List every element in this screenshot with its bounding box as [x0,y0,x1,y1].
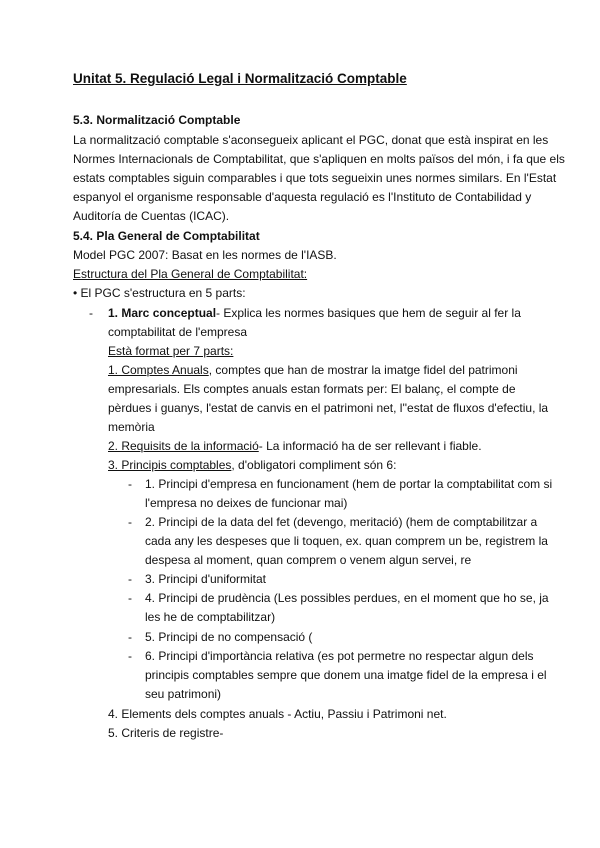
part-1-line4: memòria [108,420,155,434]
marc-conceptual-label: 1. Marc conceptual [108,306,217,320]
dash-marker: - [128,649,132,663]
part-2-line [108,437,482,455]
marc-conceptual-line [108,304,521,322]
dash-marker: - [128,515,132,529]
part-1-line2: empresarials. Els comptes anuals estan formats per: El balanç, el compte de [108,382,516,396]
page-title: Unitat 5. Regulació Legal i Normalització Comptable [73,71,407,86]
marc-conceptual-line2: comptabilitat de l'empresa [108,325,248,339]
marc-conceptual-text: - Explica les normes basiques que hem de seguir al fer la [216,306,521,320]
principi-line: les he de comptabilitzar) [145,610,276,624]
paragraph-line: espanyol el organisme responsable d'aquesta regulació es l'Instituto de Contabilidad y [73,190,532,204]
model-line: Model PGC 2007: Basat en les normes de l'IASB. [73,248,337,262]
section-heading-5-3: 5.3. Normalització Comptable [73,113,241,127]
paragraph-line: La normalització comptable s'aconsegueix aplicant el PGC, donat que està inspirat en les [73,133,549,147]
part-3-line [108,456,396,474]
principi-line: principis comptables sempre que donem una imatge fidel de la empresa i el [145,668,547,682]
dash-marker: - [128,572,132,586]
dash-marker: - [128,630,132,644]
format-heading: Està format per 7 parts: [108,344,234,358]
dash-marker: - [128,477,132,491]
part-4-line: 4. Elements dels comptes anuals - Actiu, Passiu i Patrimoni net. [108,707,447,721]
principi-line: 3. Principi d'uniformitat [145,572,267,586]
principi-line: 4. Principi de prudència (Les possibles perdues, en el moment que ho se, ja [145,591,549,605]
principi-line: 1. Principi d'empresa en funcionament (hem de portar la comptabilitat com si [145,477,553,491]
principi-line: 5. Principi de no compensació ( [145,630,313,644]
part-2-label: 2. Requisits de la informació [108,439,259,453]
part-3-text: , d'obligatori compliment són 6: [231,458,397,472]
paragraph-line: estats comptables siguin comparables i que tots segueixin unes normes similars. En l'Estat [73,171,557,185]
section-heading-5-4: 5.4. Pla General de Comptabilitat [73,229,260,243]
estructura-heading: Estructura del Pla General de Comptabilitat: [73,267,308,281]
part-1-text: , comptes que han de mostrar la imatge fidel del patrimoni [208,363,518,377]
part-1-line3: pèrdues i guanys, l'estat de canvis en el patrimoni net, l''estat de fluxos d'efectiu, la [108,401,549,415]
principi-line: 6. Principi d'importància relativa (es pot permetre no respectar algun dels [145,649,534,663]
part-5-line: 5. Criteris de registre- [108,726,224,740]
part-1-line [108,361,518,379]
dash-marker: - [128,591,132,605]
part-3-label: 3. Principis comptables [108,458,232,472]
paragraph-line: Auditoría de Cuentas (ICAC). [73,209,230,223]
principi-line: cada any les despeses que li toquen, ex. quan comprem un be, registrem la [145,534,548,548]
paragraph-line: Normes Internacionals de Comptabilitat, que s'apliquen en molts països del món, i fa que els [73,152,565,166]
part-2-text: - La informació ha de ser rellevant i fiable. [258,439,482,453]
principi-line: l'empresa no deixes de funcionar mai) [145,496,348,510]
principi-line: 2. Principi de la data del fet (devengo, meritació) (hem de comptabilitzar a [145,515,538,529]
principi-line: seu patrimoni) [145,687,222,701]
part-1-label: 1. Comptes Anuals [108,363,209,377]
dash-marker: - [89,306,93,320]
bullet-item: • El PGC s'estructura en 5 parts: [73,286,246,300]
principi-line: despesa al moment, quan comprem o venem algun servei, re [145,553,472,567]
